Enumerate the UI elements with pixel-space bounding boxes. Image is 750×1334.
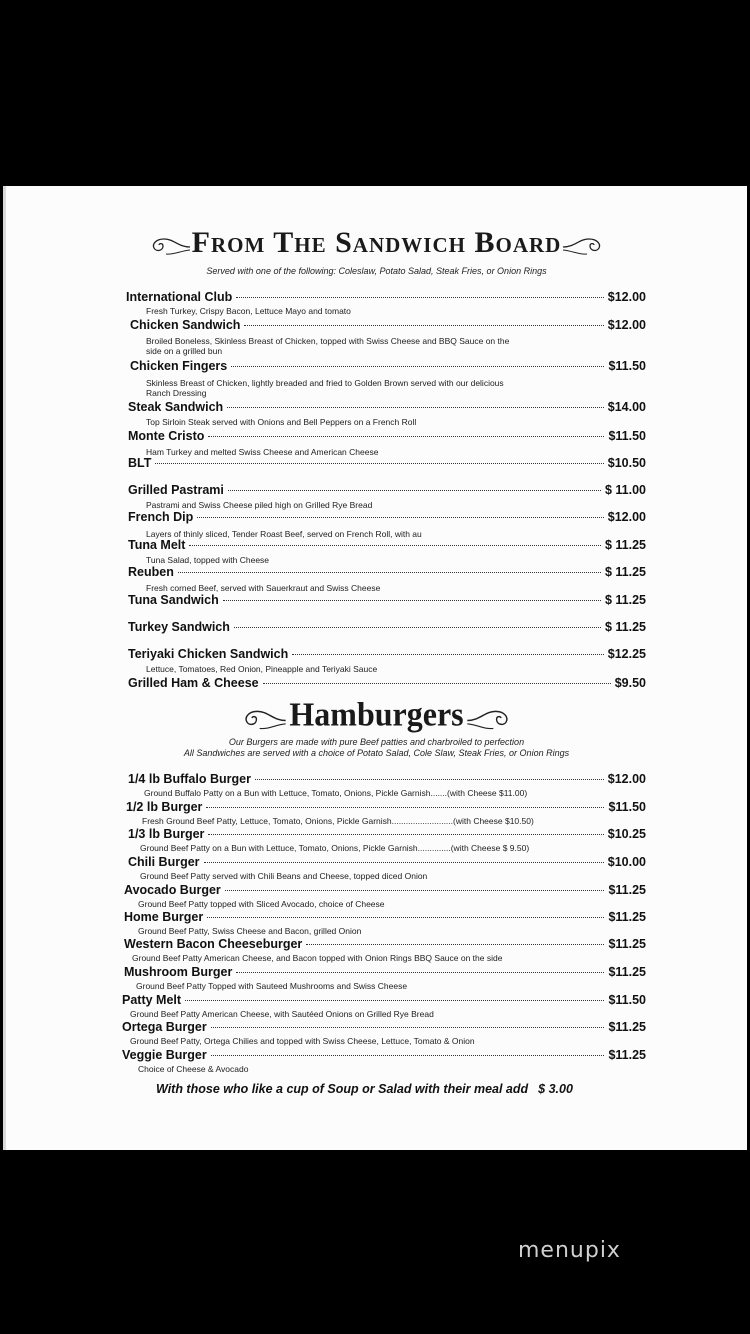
soup-salad-note — [156, 1082, 573, 1096]
item-description: Broiled Boneless, Skinless Breast of Chicken, topped with Swiss Cheese and BBQ Sauce on the — [146, 336, 510, 346]
soup-salad-price: $ 3.00 — [538, 1082, 573, 1096]
dot-leader — [236, 297, 604, 298]
menu-item — [128, 483, 646, 499]
menu-item — [128, 593, 646, 609]
dot-leader — [225, 890, 605, 891]
dot-leader — [244, 325, 603, 326]
dot-leader — [231, 366, 604, 367]
menu-item — [126, 290, 646, 306]
item-price: $10.25 — [607, 827, 646, 841]
item-name: Grilled Pastrami — [128, 483, 224, 497]
item-description: Pastrami and Swiss Cheese piled high on Grilled Rye Bread — [146, 500, 373, 510]
item-price: $11.25 — [608, 910, 646, 924]
dot-leader — [206, 807, 604, 808]
item-name: Veggie Burger — [122, 1048, 207, 1062]
item-description: Ground Beef Patty served with Chili Beans and Cheese, topped diced Onion — [140, 871, 428, 881]
item-description-line-2: side on a grilled bun — [146, 346, 223, 356]
item-description: Skinless Breast of Chicken, lightly breaded and fried to Golden Brown served with our delicious — [146, 378, 504, 388]
item-name: Monte Cristo — [128, 429, 205, 443]
menu-item — [124, 910, 646, 926]
menu-item — [128, 620, 646, 636]
burger-subtitle-2: All Sandwiches are served with a choice of Potato Salad, Cole Slaw, Steak Fries, or Onion Rings — [183, 748, 570, 758]
item-description: Ham Turkey and melted Swiss Cheese and American Cheese — [146, 447, 379, 457]
item-price: $ 11.25 — [604, 620, 646, 634]
item-price: $12.00 — [607, 772, 646, 786]
menupix-watermark: menupix — [518, 1238, 621, 1263]
dot-leader — [204, 862, 604, 863]
dot-leader — [306, 944, 604, 945]
dot-leader — [189, 545, 601, 546]
dot-leader — [228, 490, 601, 491]
item-price: $11.25 — [608, 937, 646, 951]
item-description: Ground Beef Patty, Swiss Cheese and Bacon, grilled Onion — [138, 926, 362, 936]
item-description: Tuna Salad, topped with Cheese — [146, 555, 270, 565]
menu-item — [124, 965, 646, 981]
item-description: Ground Buffalo Patty on a Bun with Lettuce, Tomato, Onions, Pickle Garnish.......(with Cheese $11.00) — [144, 788, 528, 798]
item-description: Ground Beef Patty on a Bun with Lettuce, Tomato, Onions, Pickle Garnish..............(with Cheese $ 9.50) — [140, 843, 530, 853]
sandwich-title-text: From The Sandwich Board — [191, 226, 562, 259]
item-price: $12.00 — [607, 290, 646, 304]
left-swirl-ornament — [239, 704, 289, 731]
item-name: French Dip — [128, 510, 194, 524]
menu-item — [128, 772, 646, 788]
item-name: Ortega Burger — [122, 1020, 207, 1034]
dot-leader — [155, 463, 603, 464]
menu-item — [128, 855, 646, 871]
menu-item — [124, 937, 646, 953]
item-name: Chicken Fingers — [130, 359, 228, 373]
burger-title-text: Hamburgers — [289, 695, 464, 733]
item-price: $11.25 — [608, 1020, 646, 1034]
item-name: BLT — [128, 456, 152, 470]
item-price: $14.00 — [607, 400, 646, 414]
sandwich-section-title — [6, 226, 747, 260]
item-name: 1/3 lb Burger — [128, 827, 205, 841]
right-swirl-ornament — [464, 704, 514, 731]
right-swirl-ornament — [561, 233, 605, 257]
item-description: Fresh Turkey, Crispy Bacon, Lettuce Mayo and tomato — [146, 306, 351, 316]
menu-item — [128, 400, 646, 416]
item-description: Fresh Ground Beef Patty, Lettuce, Tomato, Onions, Pickle Garnish..........................(with Cheese $10.50) — [142, 816, 534, 826]
item-name: Chicken Sandwich — [130, 318, 241, 332]
item-price: $10.00 — [607, 855, 646, 869]
menu-item — [122, 1020, 646, 1036]
menu-item — [130, 359, 646, 375]
item-description: Ground Beef Patty Topped with Sauteed Mushrooms and Swiss Cheese — [136, 981, 408, 991]
dot-leader — [236, 972, 604, 973]
dot-leader — [185, 1000, 604, 1001]
soup-salad-text: With those who like a cup of Soup or Salad with their meal add — [156, 1082, 529, 1096]
dot-leader — [197, 517, 603, 518]
item-price: $ 11.25 — [604, 538, 646, 552]
menu-item — [122, 1048, 646, 1064]
item-description: Fresh corned Beef, served with Sauerkraut and Swiss Cheese — [146, 583, 381, 593]
item-price: $ 11.25 — [604, 565, 646, 579]
menu-item — [128, 827, 646, 843]
item-description: Top Sirloin Steak served with Onions and Bell Peppers on a French Roll — [146, 417, 417, 427]
item-name: 1/2 lb Burger — [126, 800, 203, 814]
item-price: $11.50 — [608, 359, 646, 373]
item-name: Teriyaki Chicken Sandwich — [128, 647, 289, 661]
dot-leader — [208, 436, 604, 437]
item-price: $12.00 — [607, 318, 646, 332]
item-name: 1/4 lb Buffalo Burger — [128, 772, 251, 786]
item-price: $10.50 — [607, 456, 646, 470]
item-description: Layers of thinly sliced, Tender Roast Beef, served on French Roll, with au — [146, 529, 422, 539]
menu-item — [130, 318, 646, 334]
dot-leader — [292, 654, 604, 655]
item-name: Tuna Sandwich — [128, 593, 219, 607]
item-description: Ground Beef Patty topped with Sliced Avocado, choice of Cheese — [138, 899, 385, 909]
item-name: Patty Melt — [122, 993, 182, 1007]
item-price: $12.25 — [607, 647, 646, 661]
dot-leader — [178, 572, 601, 573]
menu-item — [124, 883, 646, 899]
item-price: $11.25 — [608, 883, 646, 897]
item-price: $9.50 — [614, 676, 646, 690]
item-price: $11.50 — [608, 800, 646, 814]
dot-leader — [255, 779, 604, 780]
item-description: Ground Beef Patty American Cheese, and Bacon topped with Onion Rings BBQ Sauce on the side — [132, 953, 503, 963]
menu-item — [126, 800, 646, 816]
dot-leader — [263, 683, 611, 684]
item-price: $11.50 — [608, 993, 646, 1007]
item-description: Lettuce, Tomatoes, Red Onion, Pineapple and Teriyaki Sauce — [146, 664, 378, 674]
menu-item — [128, 647, 646, 663]
dot-leader — [223, 600, 601, 601]
item-price: $11.25 — [608, 965, 646, 979]
item-description: Choice of Cheese & Avocado — [138, 1064, 249, 1074]
dot-leader — [207, 917, 604, 918]
menu-item — [128, 538, 646, 554]
item-name: Chili Burger — [128, 855, 200, 869]
burger-section-title — [6, 695, 747, 734]
dot-leader — [211, 1027, 605, 1028]
item-name: Reuben — [128, 565, 174, 579]
dot-leader — [211, 1055, 605, 1056]
item-price: $ 11.25 — [604, 593, 646, 607]
menu-item — [128, 676, 646, 692]
item-name: Turkey Sandwich — [128, 620, 230, 634]
dot-leader — [234, 627, 601, 628]
item-price: $ 11.00 — [604, 483, 646, 497]
menu-item — [128, 565, 646, 581]
item-name: International Club — [126, 290, 233, 304]
item-description: Ground Beef Patty, Ortega Chilies and topped with Swiss Cheese, Lettuce, Tomato & Onion — [130, 1036, 475, 1046]
item-name: Grilled Ham & Cheese — [128, 676, 259, 690]
menu-item — [128, 429, 646, 445]
menu-item — [122, 993, 646, 1009]
item-price: $11.50 — [608, 429, 646, 443]
menu-item — [128, 510, 646, 526]
dot-leader — [208, 834, 603, 835]
menu-page — [3, 186, 747, 1150]
item-name: Mushroom Burger — [124, 965, 233, 979]
menu-item — [128, 456, 646, 472]
item-description: Ground Beef Patty American Cheese, with Sautéed Onions on Grilled Rye Bread — [130, 1009, 434, 1019]
item-name: Tuna Melt — [128, 538, 186, 552]
sandwich-subtitle: Served with one of the following: Coleslaw, Potato Salad, Steak Fries, or Onion Rings — [206, 266, 547, 276]
item-description-line-2: Ranch Dressing — [146, 388, 207, 398]
item-name: Home Burger — [124, 910, 204, 924]
item-name: Steak Sandwich — [128, 400, 224, 414]
left-swirl-ornament — [148, 233, 192, 257]
item-name: Western Bacon Cheeseburger — [124, 937, 303, 951]
item-price: $11.25 — [608, 1048, 646, 1062]
item-price: $12.00 — [607, 510, 646, 524]
dot-leader — [227, 407, 604, 408]
item-name: Avocado Burger — [124, 883, 221, 897]
burger-subtitle-1: Our Burgers are made with pure Beef patties and charbroiled to perfection — [228, 737, 525, 747]
